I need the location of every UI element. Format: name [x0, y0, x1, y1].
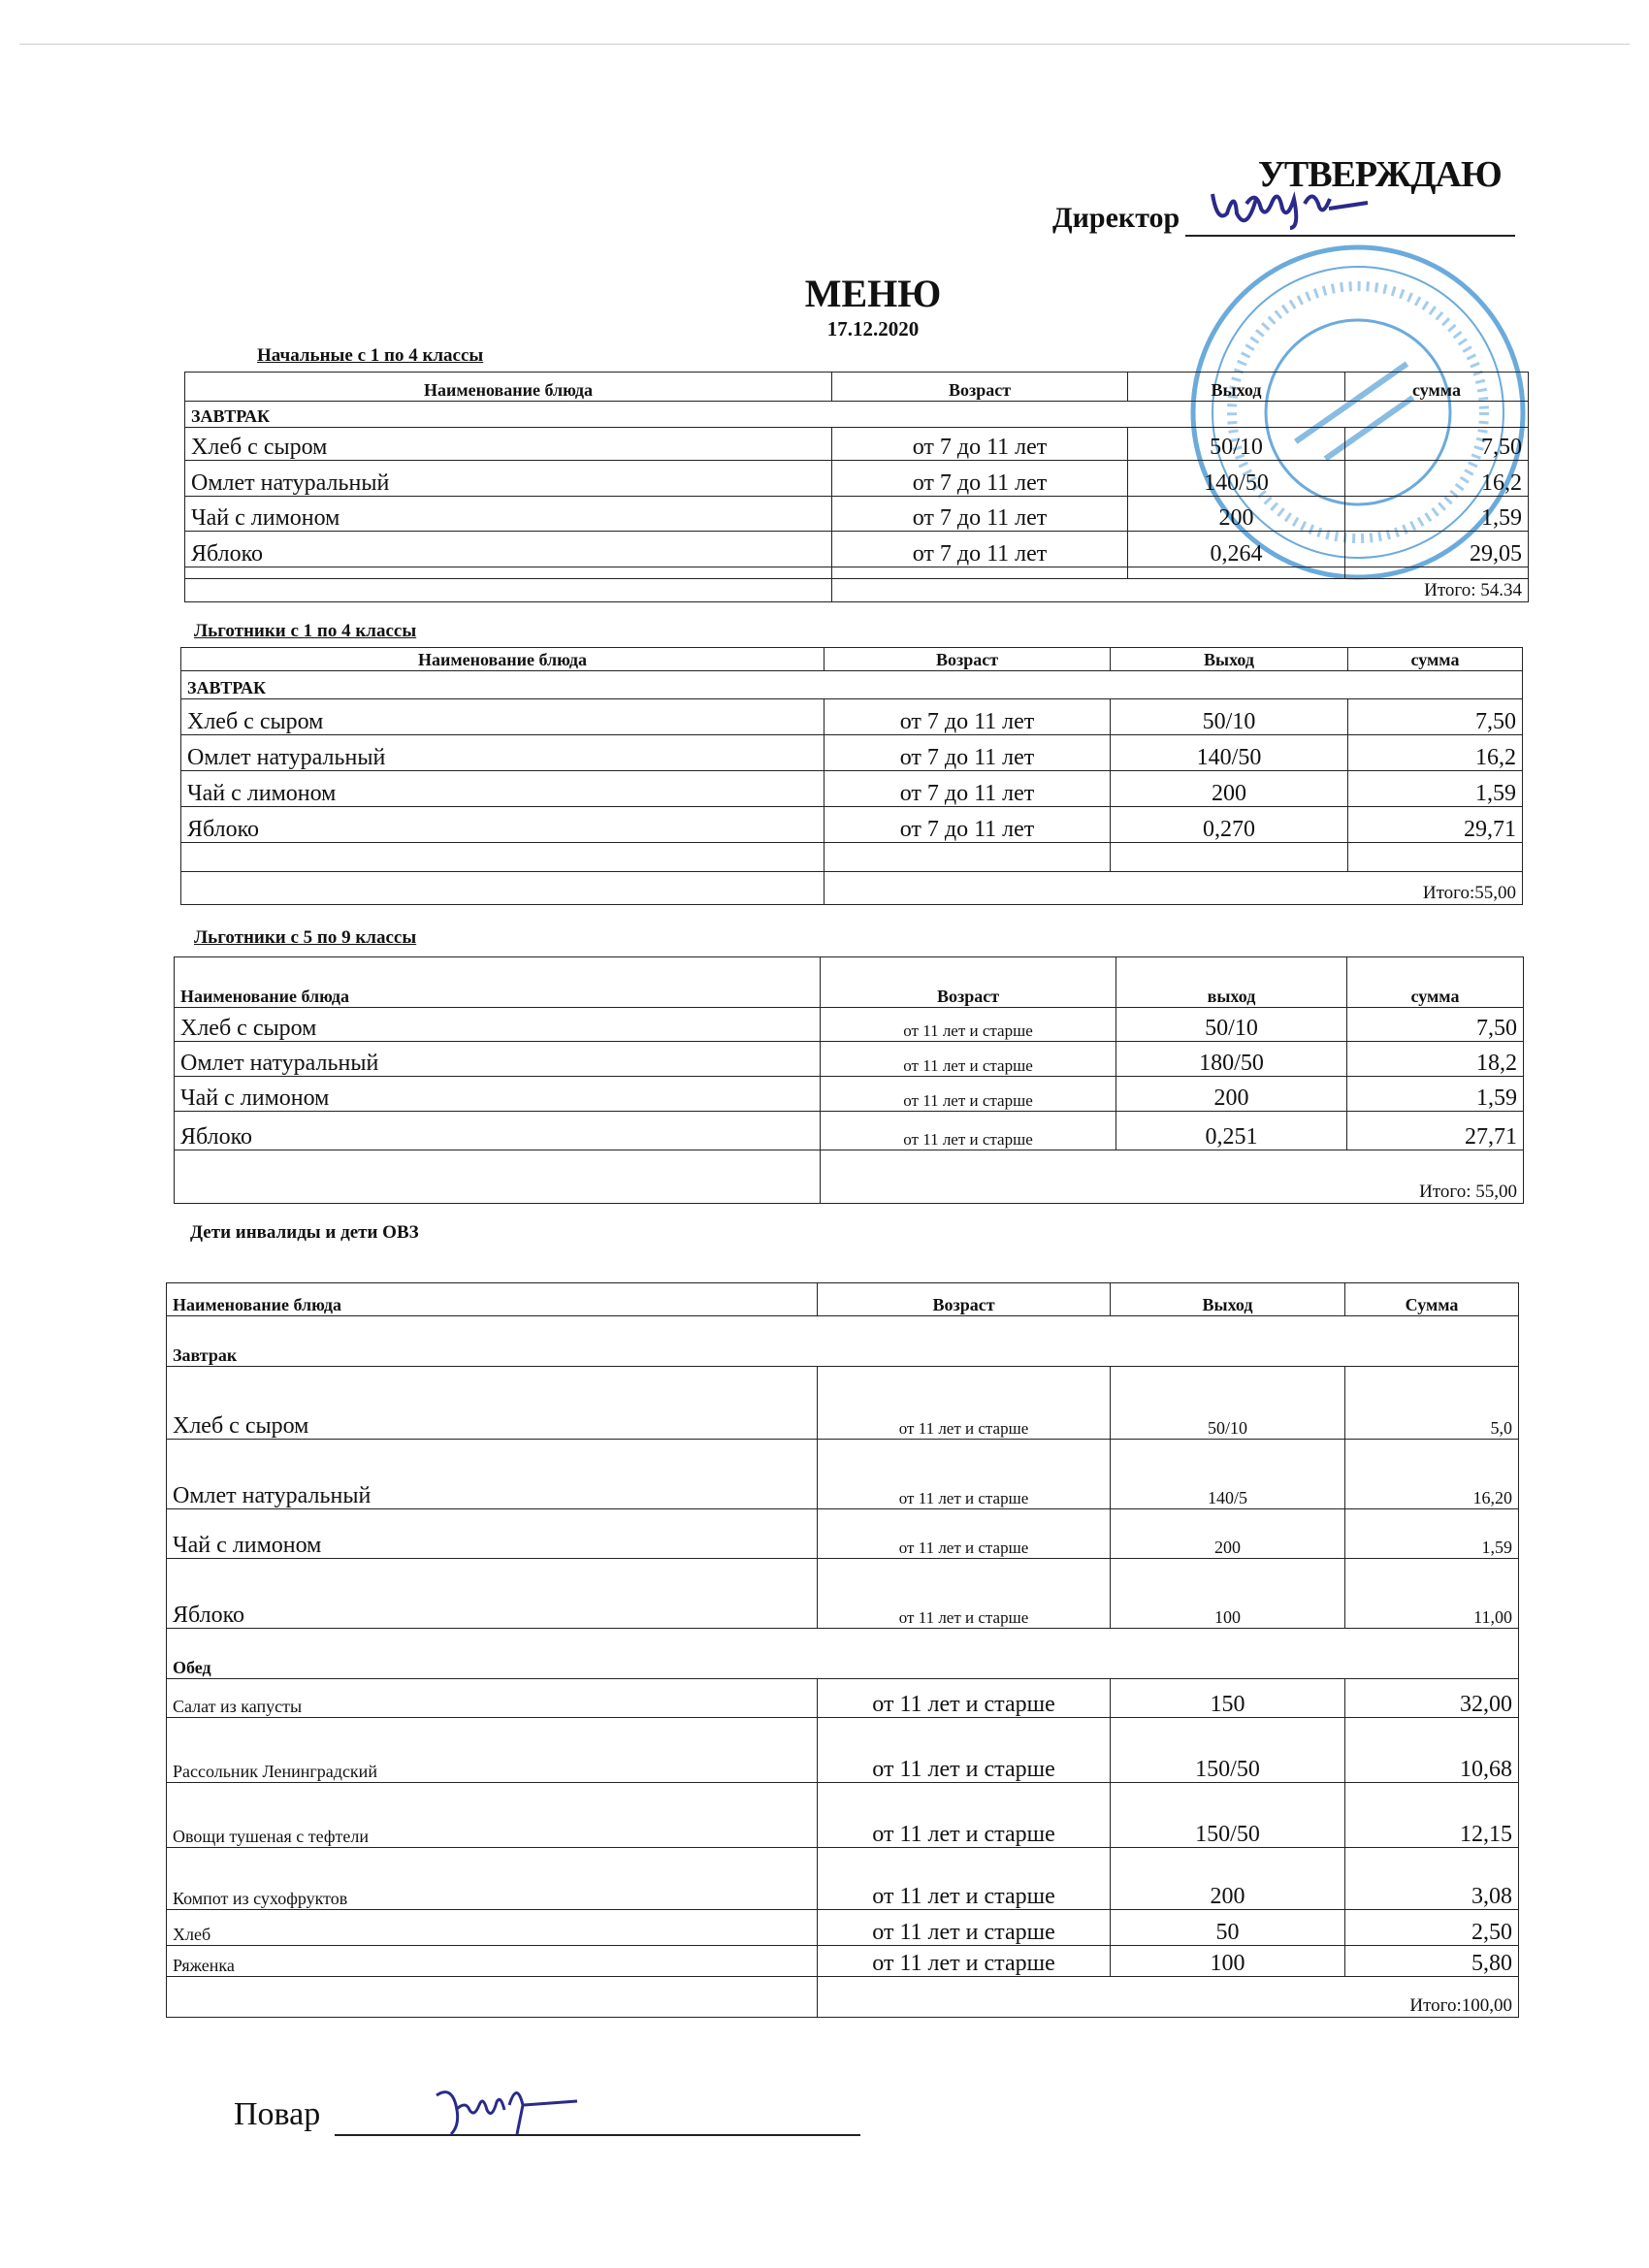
- dish-output: 200: [1111, 1848, 1345, 1910]
- dish-output: 50: [1111, 1910, 1345, 1946]
- dish-sum: 12,15: [1345, 1783, 1519, 1848]
- dish-name: Омлет натуральный: [175, 1042, 821, 1077]
- menu-table-1: [184, 372, 1529, 602]
- dish-sum: 7,50: [1348, 699, 1523, 735]
- cook-label: Повар: [234, 2096, 321, 2132]
- dish-name: Хлеб с сыром: [181, 699, 824, 735]
- total-row: [167, 1977, 1519, 2018]
- dish-age: от 7 до 11 лет: [832, 532, 1128, 567]
- dish-name: Хлеб с сыром: [175, 1008, 821, 1042]
- dish-name: Ряженка: [167, 1946, 818, 1977]
- dish-output: 0,251: [1116, 1112, 1347, 1150]
- dish-age: от 7 до 11 лет: [832, 497, 1128, 532]
- dish-name: Чай с лимоном: [185, 497, 832, 532]
- dish-sum: 18,2: [1347, 1042, 1524, 1077]
- total-row: [181, 872, 1523, 905]
- meal-group-row: [181, 671, 1523, 699]
- empty-cell: [167, 1977, 818, 2018]
- table-row: [181, 771, 1523, 807]
- table-row: [167, 1367, 1519, 1440]
- dish-age: от 11 лет и старше: [821, 1112, 1116, 1150]
- dish-output: 200: [1111, 771, 1348, 807]
- column-header-sum: Сумма: [1345, 1283, 1519, 1316]
- table-header-row: [181, 648, 1523, 671]
- table-row: [167, 1718, 1519, 1783]
- dish-age: от 11 лет и старше: [818, 1559, 1111, 1629]
- empty-cell: [181, 872, 824, 905]
- dish-sum: 32,00: [1345, 1679, 1519, 1718]
- total-value: Итого: 54.34: [832, 579, 1529, 602]
- dish-name: Яблоко: [181, 807, 824, 843]
- approve-heading: УТВЕРЖДАЮ: [1258, 154, 1502, 195]
- dish-sum: 11,00: [1345, 1559, 1519, 1629]
- empty-cell: [832, 567, 1128, 579]
- dish-output: 140/50: [1128, 461, 1345, 497]
- dish-age: от 11 лет и старше: [818, 1440, 1111, 1509]
- dish-sum: 5,0: [1345, 1367, 1519, 1440]
- menu-table-4: [166, 1282, 1519, 2018]
- dish-sum: 16,2: [1348, 735, 1523, 771]
- menu-table-3: [174, 956, 1524, 1204]
- dish-age: от 7 до 11 лет: [824, 699, 1111, 735]
- total-value: Итого:55,00: [824, 872, 1523, 905]
- dish-age: от 11 лет и старше: [818, 1367, 1111, 1440]
- dish-output: 180/50: [1116, 1042, 1347, 1077]
- dish-output: 200: [1111, 1509, 1345, 1559]
- empty-row: [181, 843, 1523, 872]
- dish-age: от 11 лет и старше: [818, 1718, 1111, 1783]
- dish-sum: 29,05: [1345, 532, 1529, 567]
- dish-output: 150/50: [1111, 1718, 1345, 1783]
- director-signature: [1203, 165, 1397, 243]
- dish-age: от 11 лет и старше: [818, 1783, 1111, 1848]
- meal-group-row: [185, 402, 1529, 428]
- empty-cell: [1345, 567, 1529, 579]
- table-row: [185, 532, 1529, 567]
- director-label: Директор: [1052, 202, 1180, 234]
- dish-sum: 7,50: [1345, 428, 1529, 461]
- table-row: [175, 1042, 1524, 1077]
- dish-age: от 7 до 11 лет: [824, 771, 1111, 807]
- page-title: МЕНЮ: [804, 272, 942, 315]
- dish-sum: 1,59: [1347, 1077, 1524, 1112]
- dish-sum: 5,80: [1345, 1946, 1519, 1977]
- dish-age: от 11 лет и старше: [818, 1946, 1111, 1977]
- empty-cell: [175, 1150, 821, 1204]
- column-header-name: Наименование блюда: [175, 957, 821, 1008]
- dish-name: Чай с лимоном: [181, 771, 824, 807]
- meal-group-label: Завтрак: [167, 1316, 1519, 1367]
- total-value: Итого: 55,00: [821, 1150, 1524, 1204]
- dish-name: Омлет натуральный: [181, 735, 824, 771]
- table-row: [175, 1112, 1524, 1150]
- column-header-name: Наименование блюда: [181, 648, 824, 671]
- table-row: [185, 497, 1529, 532]
- dish-sum: 2,50: [1345, 1910, 1519, 1946]
- dish-name: Хлеб с сыром: [185, 428, 832, 461]
- cook-signature-line: [335, 2134, 860, 2136]
- dish-output: 50/10: [1111, 1367, 1345, 1440]
- dish-output: 0,264: [1128, 532, 1345, 567]
- total-row: [185, 579, 1529, 602]
- column-header-output: Выход: [1111, 1283, 1345, 1316]
- empty-cell: [185, 579, 832, 602]
- dish-age: от 7 до 11 лет: [824, 807, 1111, 843]
- column-header-age: Возраст: [832, 373, 1128, 402]
- table-row: [185, 461, 1529, 497]
- dish-sum: 1,59: [1348, 771, 1523, 807]
- dish-name: Рассольник Ленинградский: [167, 1718, 818, 1783]
- empty-cell: [1348, 843, 1523, 872]
- dish-name: Омлет натуральный: [167, 1440, 818, 1509]
- dish-output: 50/10: [1116, 1008, 1347, 1042]
- page-top-border: [19, 44, 1630, 45]
- column-header-output: выход: [1116, 957, 1347, 1008]
- dish-sum: 29,71: [1348, 807, 1523, 843]
- section-title: Дети инвалиды и дети ОВЗ: [190, 1222, 419, 1243]
- dish-age: от 11 лет и старше: [818, 1910, 1111, 1946]
- column-header-sum: сумма: [1347, 957, 1524, 1008]
- dish-sum: 27,71: [1347, 1112, 1524, 1150]
- empty-cell: [181, 843, 824, 872]
- dish-output: 100: [1111, 1559, 1345, 1629]
- dish-sum: 16,20: [1345, 1440, 1519, 1509]
- empty-row: [185, 567, 1529, 579]
- column-header-output: Выход: [1111, 648, 1348, 671]
- dish-sum: 7,50: [1347, 1008, 1524, 1042]
- table-row: [167, 1509, 1519, 1559]
- table-row: [167, 1440, 1519, 1509]
- table-row: [181, 807, 1523, 843]
- dish-age: от 7 до 11 лет: [824, 735, 1111, 771]
- dish-name: Хлеб: [167, 1910, 818, 1946]
- table-header-row: [167, 1283, 1519, 1316]
- dish-age: от 11 лет и старше: [818, 1848, 1111, 1910]
- meal-group-row: [167, 1629, 1519, 1679]
- dish-name: Компот из сухофруктов: [167, 1848, 818, 1910]
- dish-age: от 7 до 11 лет: [832, 461, 1128, 497]
- dish-output: 100: [1111, 1946, 1345, 1977]
- dish-name: Чай с лимоном: [167, 1509, 818, 1559]
- table-row: [181, 699, 1523, 735]
- dish-output: 140/5: [1111, 1440, 1345, 1509]
- table-row: [167, 1783, 1519, 1848]
- section-title: Льготники с 5 по 9 классы: [194, 927, 417, 948]
- column-header-age: Возраст: [824, 648, 1111, 671]
- meal-group-row: [167, 1316, 1519, 1367]
- dish-age: от 11 лет и старше: [821, 1077, 1116, 1112]
- meal-group-label: ЗАВТРАК: [181, 671, 1523, 699]
- dish-name: Овощи тушеная с тефтели: [167, 1783, 818, 1848]
- dish-output: 200: [1128, 497, 1345, 532]
- dish-name: Чай с лимоном: [175, 1077, 821, 1112]
- table-row: [185, 428, 1529, 461]
- section-title: Льготники с 1 по 4 классы: [194, 621, 417, 641]
- column-header-age: Возраст: [821, 957, 1116, 1008]
- dish-output: 150: [1111, 1679, 1345, 1718]
- menu-date: 17.12.2020: [826, 317, 920, 340]
- table-row: [175, 1077, 1524, 1112]
- column-header-name: Наименование блюда: [167, 1283, 818, 1316]
- dish-name: Хлеб с сыром: [167, 1367, 818, 1440]
- empty-cell: [1111, 843, 1348, 872]
- dish-age: от 11 лет и старше: [818, 1509, 1111, 1559]
- dish-name: Яблоко: [175, 1112, 821, 1150]
- dish-output: 50/10: [1128, 428, 1345, 461]
- dish-age: от 11 лет и старше: [821, 1042, 1116, 1077]
- table-header-row: [185, 373, 1529, 402]
- section-title: Начальные с 1 по 4 классы: [257, 345, 484, 366]
- empty-cell: [185, 567, 832, 579]
- table-row: [167, 1910, 1519, 1946]
- dish-name: Омлет натуральный: [185, 461, 832, 497]
- total-value: Итого:100,00: [818, 1977, 1519, 2018]
- table-row: [167, 1848, 1519, 1910]
- dish-output: 140/50: [1111, 735, 1348, 771]
- table-row: [175, 1008, 1524, 1042]
- empty-cell: [824, 843, 1111, 872]
- dish-name: Салат из капусты: [167, 1679, 818, 1718]
- table-header-row: [175, 957, 1524, 1008]
- dish-output: 150/50: [1111, 1783, 1345, 1848]
- column-header-sum: сумма: [1345, 373, 1529, 402]
- column-header-sum: сумма: [1348, 648, 1523, 671]
- meal-group-label: ЗАВТРАК: [185, 402, 1529, 428]
- column-header-age: Возраст: [818, 1283, 1111, 1316]
- dish-output: 50/10: [1111, 699, 1348, 735]
- dish-age: от 11 лет и старше: [821, 1008, 1116, 1042]
- dish-sum: 16,2: [1345, 461, 1529, 497]
- dish-sum: 1,59: [1345, 1509, 1519, 1559]
- total-row: [175, 1150, 1524, 1204]
- cook-signature: [427, 2076, 592, 2144]
- dish-sum: 1,59: [1345, 497, 1529, 532]
- dish-name: Яблоко: [167, 1559, 818, 1629]
- column-header-name: Наименование блюда: [185, 373, 832, 402]
- empty-cell: [1128, 567, 1345, 579]
- dish-output: 200: [1116, 1077, 1347, 1112]
- dish-output: 0,270: [1111, 807, 1348, 843]
- dish-sum: 3,08: [1345, 1848, 1519, 1910]
- dish-age: от 7 до 11 лет: [832, 428, 1128, 461]
- table-row: [181, 735, 1523, 771]
- dish-age: от 11 лет и старше: [818, 1679, 1111, 1718]
- table-row: [167, 1946, 1519, 1977]
- meal-group-label: Обед: [167, 1629, 1519, 1679]
- dish-name: Яблоко: [185, 532, 832, 567]
- column-header-output: Выход: [1128, 373, 1345, 402]
- table-row: [167, 1559, 1519, 1629]
- table-row: [167, 1679, 1519, 1718]
- menu-table-2: [180, 647, 1523, 905]
- dish-sum: 10,68: [1345, 1718, 1519, 1783]
